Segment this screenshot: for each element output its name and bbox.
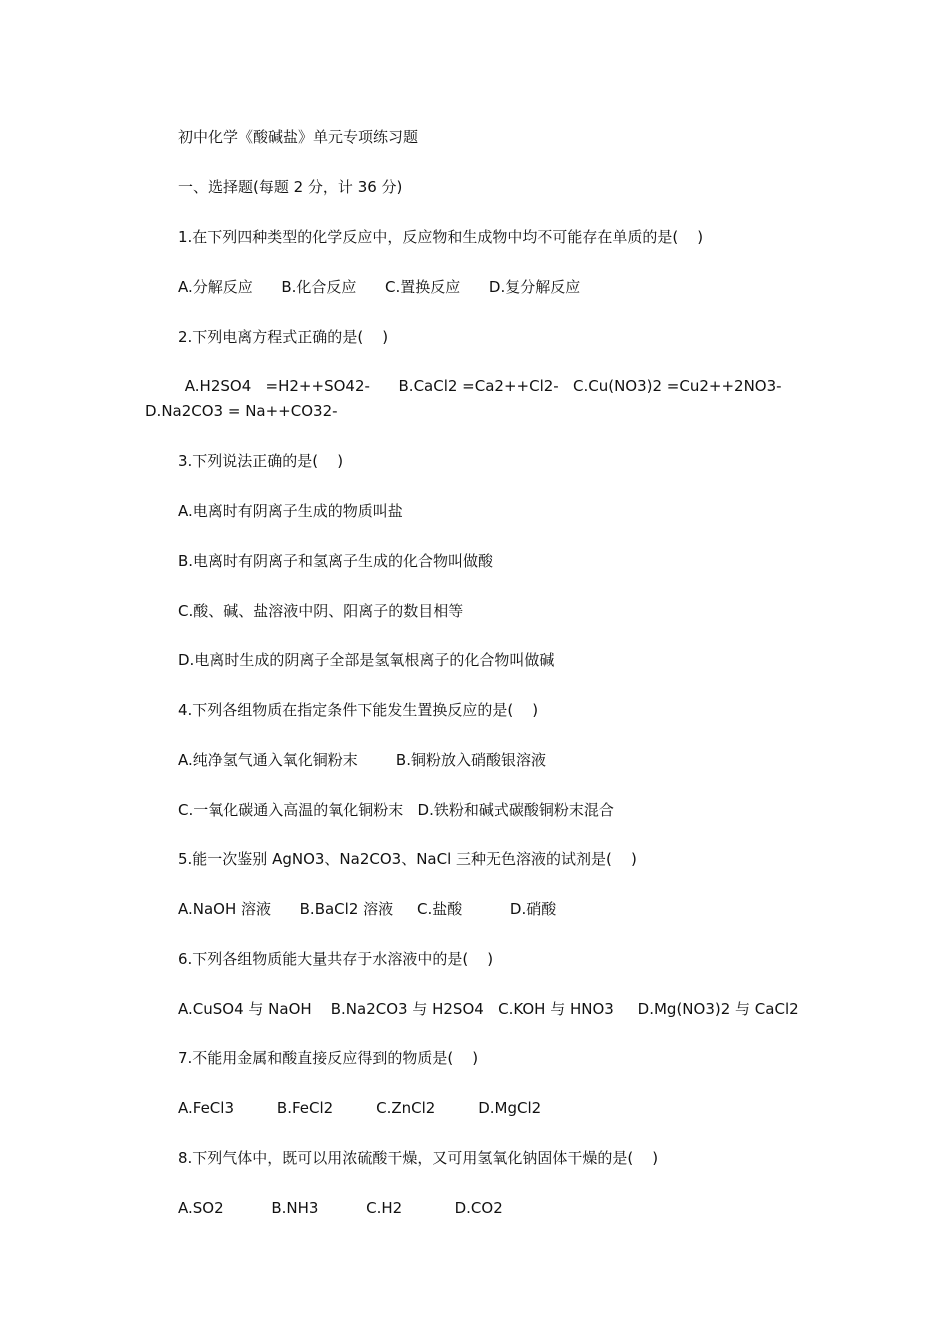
question-4-options-cd: C.一氧化碳通入高温的氧化铜粉末 D.铁粉和碱式碳酸铜粉末混合: [178, 801, 614, 819]
question-4-options-ab: A.纯净氢气通入氧化铜粉末 B.铜粉放入硝酸银溶液: [178, 751, 546, 769]
question-4-stem: 4.下列各组物质在指定条件下能发生置换反应的是( ): [178, 701, 539, 719]
question-8-options: A.SO2 B.NH3 C.H2 D.CO2: [178, 1199, 503, 1217]
question-8-stem: 8.下列气体中，既可以用浓硫酸干燥，又可用氢氧化钠固体干燥的是( ): [178, 1149, 659, 1167]
question-2-options: A.H2SO4 =H2++SO42- B.CaCl2 =Ca2++Cl2- C.Cu(NO3)2 =Cu2++2NO3- D.Na2CO3 = Na++CO32-: [145, 377, 787, 420]
question-3-option-d: D.电离时生成的阴离子全部是氢氧根离子的化合物叫做碱: [178, 651, 555, 669]
question-1-stem: 1.在下列四种类型的化学反应中，反应物和生成物中均不可能存在单质的是( ): [178, 228, 704, 246]
section-heading: 一、选择题(每题 2 分，计 36 分): [178, 178, 403, 196]
question-3-option-b: B.电离时有阴离子和氢离子生成的化合物叫做酸: [178, 552, 494, 570]
question-2-stem: 2.下列电离方程式正确的是( ): [178, 328, 389, 346]
question-6-options: A.CuSO4 与 NaOH B.Na2CO3 与 H2SO4 C.KOH 与 HNO3 D.Mg(NO3)2 与 CaCl2: [178, 1000, 799, 1018]
question-3-option-a: A.电离时有阴离子生成的物质叫盐: [178, 502, 403, 520]
question-5-stem: 5.能一次鉴别 AgNO3、Na2CO3、NaCl 三种无色溶液的试剂是( ): [178, 850, 637, 868]
question-5-options: A.NaOH 溶液 B.BaCl2 溶液 C.盐酸 D.硝酸: [178, 900, 557, 918]
question-7-stem: 7.不能用金属和酸直接反应得到的物质是( ): [178, 1049, 479, 1067]
question-3-stem: 3.下列说法正确的是( ): [178, 452, 344, 470]
question-1-options: A.分解反应 B.化合反应 C.置换反应 D.复分解反应: [178, 278, 581, 296]
question-7-options: A.FeCl3 B.FeCl2 C.ZnCl2 D.MgCl2: [178, 1099, 542, 1117]
document-title: 初中化学《酸碱盐》单元专项练习题: [178, 128, 419, 146]
question-6-stem: 6.下列各组物质能大量共存于水溶液中的是( ): [178, 950, 494, 968]
question-3-option-c: C.酸、碱、盐溶液中阴、阳离子的数目相等: [178, 602, 464, 620]
